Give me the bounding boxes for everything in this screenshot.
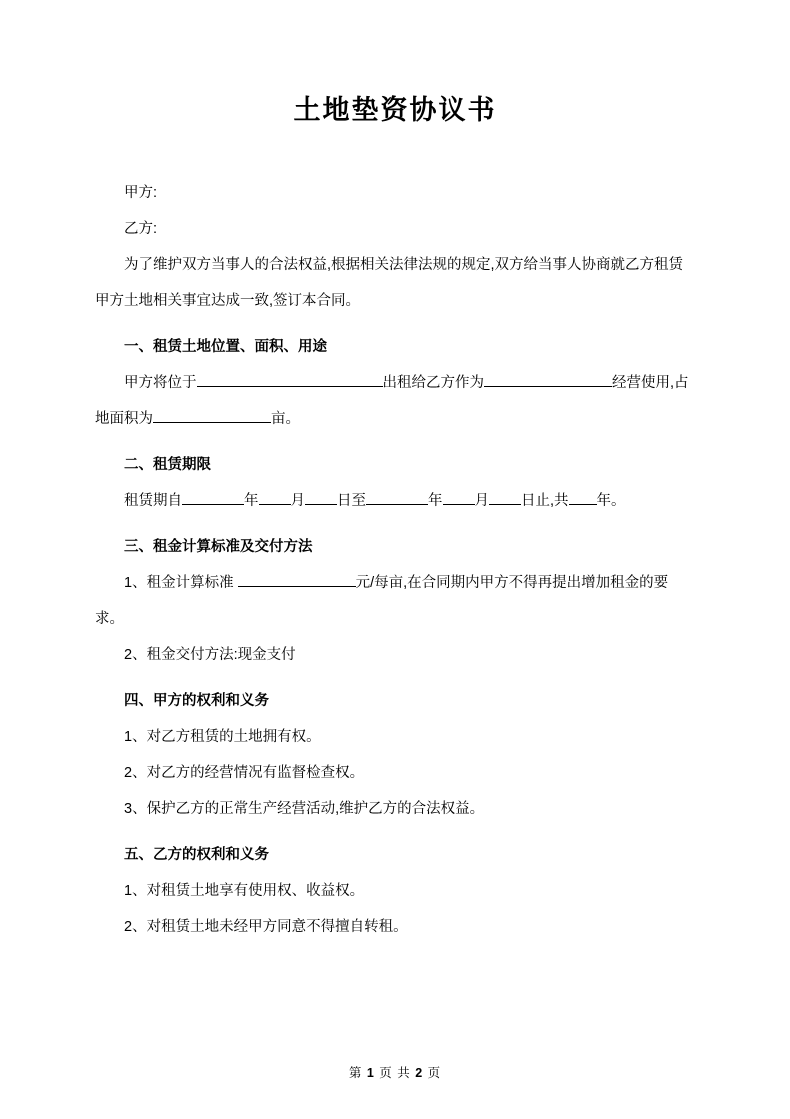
section-heading: 二、租赁期限 xyxy=(124,457,211,473)
section-heading: 四、甲方的权利和义务 xyxy=(124,693,269,709)
text-run: 日至 xyxy=(337,493,366,509)
footer-current-page: 1 xyxy=(366,1066,375,1080)
fill-in-blank[interactable] xyxy=(305,489,337,505)
page-title: 土地垫资协议书 xyxy=(293,95,497,125)
text-run: 经营使用,占地面积为 xyxy=(95,375,689,427)
fill-in-blank[interactable] xyxy=(259,489,291,505)
fill-in-blank[interactable] xyxy=(182,489,244,505)
text-run: 月 xyxy=(290,493,305,509)
footer-middle: 页 共 xyxy=(379,1066,411,1080)
footer-suffix: 页 xyxy=(427,1066,442,1080)
preamble-paragraph: 为了维护双方当事人的合法权益,根据相关法律法规的规定,双方给当事人协商就乙方租赁甲方土地相关事宜达成一致,签订本合同。 xyxy=(95,257,684,309)
section-heading: 三、租金计算标准及交付方法 xyxy=(124,539,313,555)
text-run: 年。 xyxy=(596,493,626,509)
spacer xyxy=(95,437,695,447)
section-line xyxy=(95,755,695,791)
spacer xyxy=(95,519,695,529)
spacer xyxy=(95,827,695,837)
text-run: 2、对租赁土地未经甲方同意不得擅自转租。 xyxy=(124,919,408,935)
section-line xyxy=(95,565,695,637)
section-heading: 一、租赁土地位置、面积、用途 xyxy=(124,339,327,355)
footer-prefix: 第 xyxy=(348,1066,363,1080)
text-run: 1、租金计算标准 xyxy=(124,575,238,591)
text-run: 元/每亩,在合同期内甲方不得再提出增加租金的要求。 xyxy=(95,575,669,627)
text-run: 1、对乙方租赁的土地拥有权。 xyxy=(124,729,321,745)
fill-in-blank[interactable] xyxy=(489,489,521,505)
text-run: 租赁期自 xyxy=(124,493,182,509)
section-heading: 五、乙方的权利和义务 xyxy=(124,847,269,863)
text-run: 年 xyxy=(428,493,443,509)
text-run: 2、对乙方的经营情况有监督检查权。 xyxy=(124,765,365,781)
party-b-label: 乙方: xyxy=(124,221,158,237)
text-run: 月 xyxy=(474,493,489,509)
text-run: 甲方将位于 xyxy=(124,375,197,391)
spacer xyxy=(95,673,695,683)
section-line xyxy=(95,365,695,437)
section-line xyxy=(95,719,695,755)
section-line xyxy=(95,791,695,827)
section-line xyxy=(95,483,695,519)
text-run: 3、保护乙方的正常生产经营活动,维护乙方的合法权益。 xyxy=(124,801,485,817)
spacer xyxy=(95,319,695,329)
section-line xyxy=(95,873,695,909)
section-line xyxy=(95,909,695,945)
fill-in-blank[interactable] xyxy=(484,371,612,387)
fill-in-blank[interactable] xyxy=(238,571,356,587)
footer-total-pages: 2 xyxy=(415,1066,424,1080)
text-run: 年 xyxy=(244,493,259,509)
document-body xyxy=(0,175,790,955)
text-run: 日止,共 xyxy=(521,493,569,509)
section-line xyxy=(95,637,695,673)
party-a-label: 甲方: xyxy=(124,185,158,201)
fill-in-blank[interactable] xyxy=(366,489,428,505)
sections-container xyxy=(95,329,695,955)
text-run: 出租给乙方作为 xyxy=(382,375,484,391)
spacer xyxy=(95,945,695,955)
text-run: 1、对租赁土地享有使用权、收益权。 xyxy=(124,883,365,899)
fill-in-blank[interactable] xyxy=(153,407,271,423)
fill-in-blank[interactable] xyxy=(569,489,597,505)
fill-in-blank[interactable] xyxy=(443,489,475,505)
text-run: 2、租金交付方法:现金支付 xyxy=(124,647,296,663)
text-run: 亩。 xyxy=(271,411,300,427)
fill-in-blank[interactable] xyxy=(197,371,383,387)
page-footer xyxy=(0,1063,790,1081)
